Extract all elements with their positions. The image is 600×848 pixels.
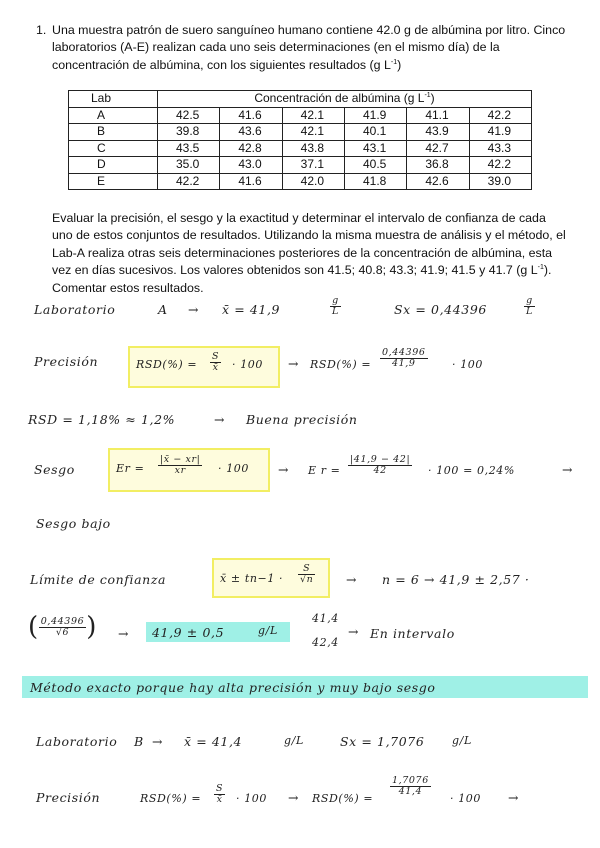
value-cell: 41.6 [220,173,282,190]
sesgo-a-formula-lhs: Er = [116,462,145,475]
sesgo-a-calc-frac: $\frac{|41,9 - 42|}{42}$ [350,454,411,476]
table-row [69,124,532,141]
value-cell: 43.3 [469,140,531,157]
value-cell: 40.1 [344,124,406,141]
arrow-icon: → [348,624,360,639]
arrow-icon: → [118,626,130,641]
value-cell: 43.5 [158,140,220,157]
arrow-icon: → [288,356,300,371]
limite-a-label: Límite de confianza [30,572,167,587]
precision-a-calc-frac: $\frac{0,44396}{41,9}$ [382,347,426,369]
precision-a-formula-lhs: RSD(%) = [136,358,198,371]
rsd-a-result: Buena precisión [246,412,358,427]
value-cell: 41.9 [469,124,531,141]
limite-a-formula: x̄ ± tn−1 · [220,572,284,585]
sesgo-a-calc-rhs: · 100 = 0,24% [428,464,515,477]
precision-a-label: Precisión [34,354,99,369]
lab-cell: B [69,124,158,141]
arrow-icon: → [288,790,300,805]
ic-a-note: En intervalo [370,626,455,641]
conclusion-a: Método exacto porque hay alta precisión y muy bajo sesgo [30,680,436,695]
arrow-icon: → [278,462,290,477]
value-cell: 43.1 [344,140,406,157]
value-cell: 43.6 [220,124,282,141]
value-cell: 42.6 [407,173,469,190]
value-cell: 41.9 [344,107,406,124]
value-cell: 42.8 [220,140,282,157]
limite-a-result: n = 6 → 41,9 ± 2,57 · [382,572,530,587]
lab-a-sd: Sx = 0,44396 [394,302,487,317]
limite-a-formula-frac: $\frac{S}{√n}$ [300,563,314,585]
lab-a-mean-unit: $\frac{g}{L}$ [332,295,339,317]
sesgo-bajo-note: Sesgo bajo [36,516,111,531]
value-cell: 42.0 [282,173,344,190]
sesgo-a-formula-rhs: · 100 [218,462,249,475]
value-cell: 43.0 [220,157,282,174]
lab-b-mean: x̄ = 41,4 [184,734,243,749]
lab-b-sd: Sx = 1,7076 [340,734,425,749]
precision-a-calc-rhs: · 100 [452,358,483,371]
value-cell: 42.1 [282,107,344,124]
precision-a-formula-frac: $\frac{S}{x̄}$ [212,351,220,373]
lab-a-sd-unit: $\frac{g}{L}$ [526,295,533,317]
problem-text: Una muestra patrón de suero sanguíneo humano contiene 42.0 g de albúmina por litro. Cinco laboratorios (A-E) realizan cada uno seis determinaciones (en el mismo día) de la concentración de albúmina, con los siguientes resultados (g $L^{-1}$) [52,23,566,72]
precision-b-formula-lhs: RSD(%) = [140,792,202,805]
problem-number: 1. [36,23,47,37]
arrow-icon: → [508,790,520,805]
precision-b-formula-rhs: · 100 [236,792,267,805]
sesgo-a-formula-frac: $\frac{|x̄ - xr|}{xr}$ [160,454,201,476]
value-cell: 39.0 [469,173,531,190]
table-row [69,107,532,124]
ic-a-frac: ( $\frac{0,44396}{√6}$ ) [28,612,97,642]
precision-a-calc-lhs: RSD(%) = [310,358,372,371]
lab-b-mean-unit: g/L [284,734,304,747]
ic-a-unit: g/L [258,624,278,637]
value-cell: 43.8 [282,140,344,157]
value-cell: 42.1 [282,124,344,141]
lab-a-letter: A [158,302,168,317]
lab-a-label: Laboratorio [34,302,116,317]
table-row [69,140,532,157]
value-cell: 41.8 [344,173,406,190]
precision-b-calc-lhs: RSD(%) = [312,792,374,805]
header-concentration: Concentración de albúmina (g $L^{-1}$) [158,91,532,108]
ic-a-upper: 41,4 [312,612,339,625]
precision-b-calc-frac: $\frac{1,7076}{41,4}$ [392,775,429,797]
value-cell: 41.1 [407,107,469,124]
lab-b-label: Laboratorio [36,734,118,749]
value-cell: 36.8 [407,157,469,174]
value-cell: 40.5 [344,157,406,174]
ic-a-result: 41,9 ± 0,5 [152,625,225,640]
lab-b-letter: B [134,734,144,749]
value-cell: 35.0 [158,157,220,174]
arrow-icon: → [214,412,226,427]
precision-a-formula-rhs: · 100 [232,358,263,371]
value-cell: 42.2 [158,173,220,190]
lab-a-mean: x̄ = 41,9 [222,302,281,317]
header-lab: Lab [69,91,158,108]
albumin-table [68,90,532,190]
value-cell: 37.1 [282,157,344,174]
arrow-icon: → [152,734,164,749]
arrow-icon: → [188,302,200,317]
value-cell: 41.6 [220,107,282,124]
precision-b-formula-frac: $\frac{S}{x̄}$ [216,783,224,805]
table-header-row [69,91,532,108]
precision-b-label: Precisión [36,790,101,805]
lab-cell: D [69,157,158,174]
arrow-icon: → [562,462,574,477]
precision-b-calc-rhs: · 100 [450,792,481,805]
value-cell: 43.9 [407,124,469,141]
value-cell: 42.2 [469,157,531,174]
value-cell: 42.5 [158,107,220,124]
lab-b-sd-unit: g/L [452,734,472,747]
ic-a-lower: 42,4 [312,636,339,649]
sesgo-a-calc-lhs: E r = [308,464,341,477]
lab-cell: C [69,140,158,157]
table-row [69,157,532,174]
lab-cell: A [69,107,158,124]
problem-statement [36,22,566,74]
evaluation-text: Evaluar la precisión, el sesgo y la exactitud y determinar el intervalo de confianza de cada uno de estos conjuntos de resultados. Utilizando la misma muestra de análisis y el método, el Lab-A realiza otras seis determinaciones posteriores de la concentración de albúmina, esta vez en días sucesivos. Los valores obtenidos son 41.5; 40.8; 43.3; 41.9; 41.5 y 41.7 (g $L^{-1}$). Comentar estos resultados. [52,211,566,295]
value-cell: 39.8 [158,124,220,141]
arrow-icon: → [346,572,358,587]
table-row [69,173,532,190]
sesgo-a-label: Sesgo [34,462,75,477]
value-cell: 42.7 [407,140,469,157]
rsd-a-value: RSD = 1,18% ≈ 1,2% [28,412,176,427]
value-cell: 42.2 [469,107,531,124]
lab-cell: E [69,173,158,190]
